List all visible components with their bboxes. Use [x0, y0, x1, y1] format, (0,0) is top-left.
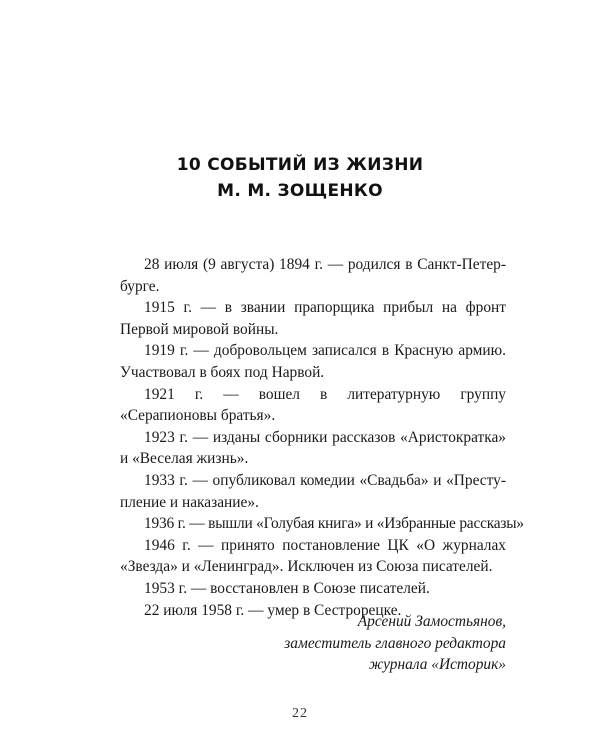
event-1919: 1919 г. — добровольцем записался в Красную армию. Участвовал в боях под Нарвой. — [120, 342, 506, 381]
signature-journal: журнала «Историк» — [368, 656, 506, 674]
event-1894: 28 июля (9 августа) 1894 г. — родился в Санкт-Петербурге. — [120, 256, 506, 295]
signature-position: заместитель главного редактора — [284, 634, 506, 652]
event-1958: 22 июля 1958 г. — умер в Сестрорецке. — [144, 601, 402, 619]
signature-name: Арсений Замостьянов, — [357, 613, 506, 630]
event-1923: 1923 г. — изданы сборники рассказов «Аристократка» и «Веселая жизнь». — [120, 428, 506, 468]
event-1946: 1946 г. — принято постановление ЦК «О журналах «Звезда» и «Ленинград». Исключен из Союза писателей. — [120, 536, 506, 576]
page-title — [0, 152, 600, 204]
event-1933: 1933 г. — опубликовал комедии «Свадьба» и «Преступление и наказание». — [120, 471, 506, 511]
page-number: 22 — [292, 706, 308, 721]
title-line-2: М. М. ЗОЩЕНКО — [217, 181, 383, 201]
events-list — [120, 254, 524, 621]
event-1915: 1915 г. — в звании прапорщика прибыл на фронт Первой мировой войны. — [120, 299, 506, 338]
title-line-1: 10 СОБЫТИЙ ИЗ ЖИЗНИ — [176, 155, 424, 175]
author-signature — [146, 611, 506, 676]
event-1921: 1921 г. — вошел в литературную группу «Серапионовы братья». — [120, 385, 506, 425]
event-1953: 1953 г. — восстановлен в Союзе писателей. — [144, 579, 430, 597]
event-1936: 1936 г. — вышли «Голубая книга» и «Избранные рассказы» — [144, 515, 524, 533]
